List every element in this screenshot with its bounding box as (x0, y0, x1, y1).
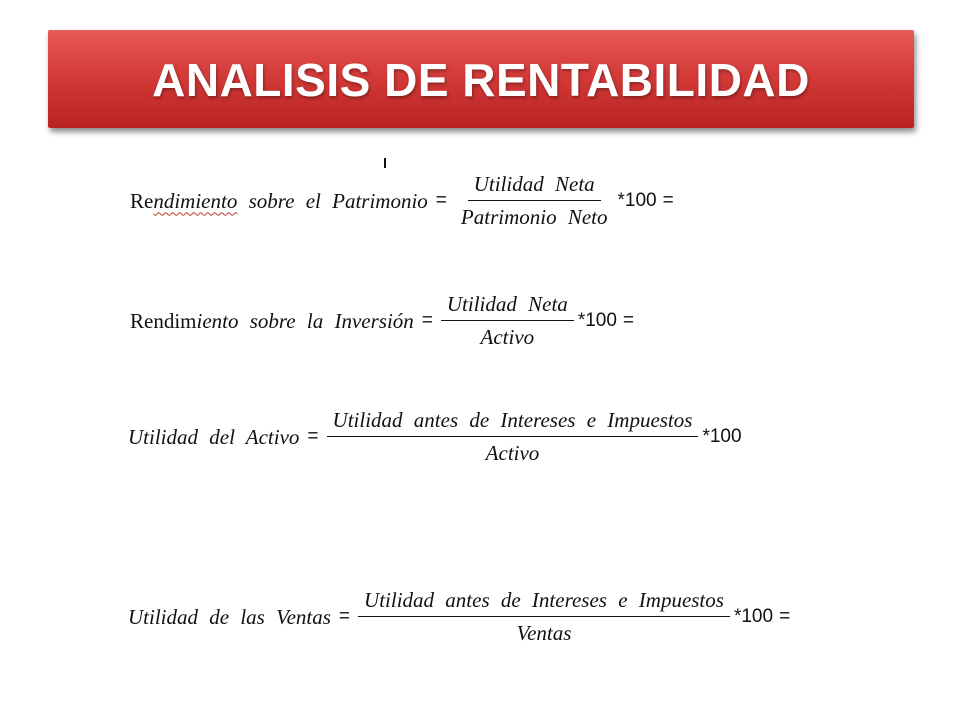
formula-asset-profit (128, 408, 742, 466)
formula-lhs-prefix: Re (130, 188, 154, 213)
formula-lhs-misspelled: ndimiento (153, 188, 238, 213)
formula-lhs (130, 309, 414, 334)
formula-return-on-equity (130, 172, 674, 230)
equals-sign: = (421, 310, 433, 331)
fraction (327, 408, 699, 466)
formula-lhs-suffix: sobre el Patrimonio (248, 188, 428, 213)
fraction-denominator: Activo (480, 325, 535, 349)
formula-return-on-investment (130, 292, 634, 350)
fraction-denominator: Patrimonio Neto (460, 205, 608, 229)
equals-sign: = (307, 426, 319, 447)
multiplier: *100 (577, 310, 617, 331)
formula-lhs-suffix: iento sobre la Inversión (196, 308, 414, 333)
fraction-numerator: Utilidad Neta (468, 172, 601, 201)
formula-lhs (130, 189, 428, 214)
fraction-numerator: Utilidad antes de Intereses e Impuestos (327, 408, 699, 437)
multiplier: *100 (733, 606, 774, 627)
trailing-equals: = (662, 190, 674, 211)
text-cursor-mark (384, 158, 386, 168)
formula-sales-profit (128, 588, 790, 646)
multiplier: *100 (702, 426, 742, 447)
fraction (358, 588, 730, 646)
equals-sign: = (338, 606, 351, 627)
fraction-numerator: Utilidad Neta (441, 292, 574, 321)
fraction (441, 292, 574, 350)
equals-sign: = (435, 190, 447, 211)
fraction-denominator: Activo (485, 441, 540, 465)
multiplier: *100 (617, 190, 657, 211)
formula-lhs: Utilidad del Activo (128, 424, 300, 449)
formula-lhs: Utilidad de las Ventas (128, 604, 331, 629)
page-title: ANALISIS DE RENTABILIDAD (152, 54, 810, 106)
fraction (455, 172, 614, 230)
title-banner (48, 30, 914, 128)
formula-lhs-prefix: Rendim (130, 308, 197, 333)
fraction-denominator: Ventas (516, 621, 572, 645)
fraction-numerator: Utilidad antes de Intereses e Impuestos (358, 588, 730, 617)
trailing-equals: = (622, 310, 635, 331)
trailing-equals: = (779, 606, 791, 627)
